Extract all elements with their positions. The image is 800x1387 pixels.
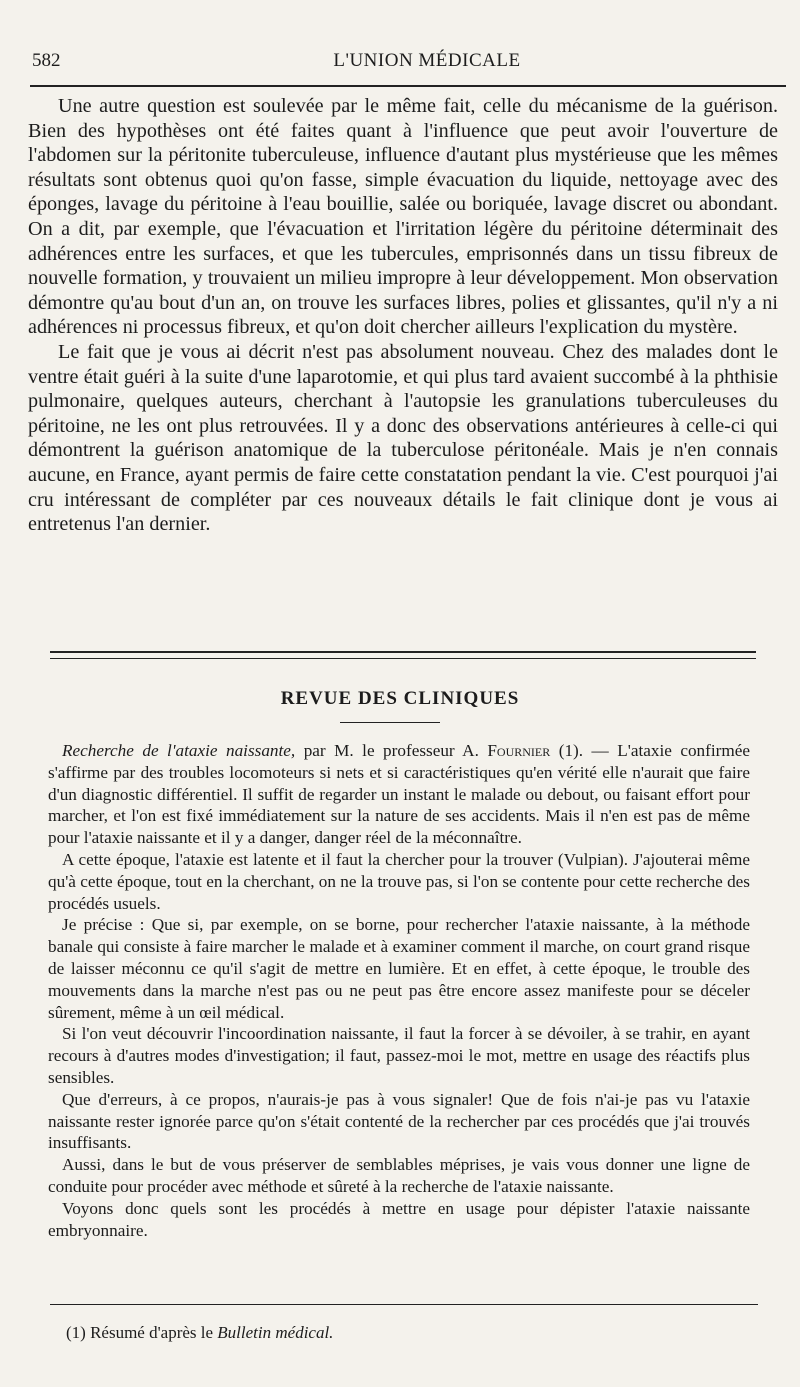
lead-text: (1). — L'ataxie confirmée s'affirme par des troubles locomoteurs si nets et si caractéristiques qu'en vérité elle n'aurait que faire d'un diagnostic différentiel. Il suffit de regarder un instant le malade ou debout, ou faisant effort pour marcher, et l'on est fixé immédiatement sur la nature de ses accidents. Mais il n'en est pas de même pour l'ataxie naissante et il y a danger, danger réel de la méconnaître. — [48, 741, 750, 848]
title-underline — [340, 722, 440, 723]
page-number: 582 — [32, 50, 61, 71]
paragraph-prior-observations: Le fait que je vous ai décrit n'est pas absolument nouveau. Chez des malades dont le ventre était guéri à la suite d'une laparotomie, et qui plus tard avaient succombé à la phthisie pulmonaire, quelques auteurs, cherchant à l'autopsie les granulations tuberculeuses du péritoine, ne les ont plus retrouvées. Il y a donc des observations antérieures à celle-ci qui démontrent la guérison anatomique de la tuberculose péritonéale. Mais je n'en connais aucune, en France, ayant permis de faire cette constatation pendant la vie. C'est pourquoi j'ai cru intéressant de compléter par ces nouveaux détails le fait clinique dont je vous ai entretenus l'an dernier. — [28, 340, 778, 536]
author-name: Fournier — [487, 741, 551, 760]
paragraph-procedures: Voyons donc quels sont les procédés à mettre en usage pour dépister l'ataxie naissante embryonnaire. — [48, 1198, 750, 1240]
header-rule — [30, 85, 786, 87]
footnote-rule — [50, 1304, 758, 1305]
section-title: REVUE DES CLINIQUES — [280, 688, 520, 709]
lead-paragraph — [48, 740, 750, 849]
paragraph-precision: Je précise : Que si, par exemple, on se borne, pour rechercher l'ataxie naissante, à la méthode banale qui consiste à faire marcher le malade et à examiner comment il marche, on court grand risque de laisser méconnu ce qu'il s'agit de mettre en lumière. Et en effet, à cette époque, le trouble des mouvements dans la marche n'est pas ou ne peut pas être encore assez manifeste pour se déceler sûrement, même à un œil médical. — [48, 915, 750, 1022]
journal-title: L'UNION MÉDICALE — [333, 50, 521, 71]
footnote-text: (1) Résumé d'après le — [66, 1323, 218, 1342]
paragraph-incoordination: Si l'on veut découvrir l'incoordination naissante, il faut la forcer à se dévoiler, à se trahir, en ayant recours à d'autres modes d'investigation; il faut, passez-moi le mot, mettre en usage des réactifs plus sensibles. — [48, 1024, 750, 1087]
byline-prefix: par M. le professeur A. — [295, 741, 488, 760]
paragraph-latent-ataxia: A cette époque, l'ataxie est latente et il faut la chercher pour la trouver (Vulpian). J'ajouterai même qu'à cette époque, tout en la cherchant, on ne la trouve pas, si l'on se contente pour cette recherche des procédés usuels. — [48, 849, 750, 913]
clinic-review-article — [48, 740, 750, 1241]
paragraph-method: Aussi, dans le but de vous préserver de semblables méprises, je vais vous donner une ligne de conduite pour procéder avec méthode et sûreté à la recherche de l'ataxie naissante. — [48, 1155, 750, 1196]
footnote-source: Bulletin médical. — [217, 1323, 334, 1342]
footnote — [66, 1322, 750, 1343]
section-divider — [50, 651, 756, 659]
article-title: Recherche de l'ataxie naissante, — [62, 741, 296, 760]
page-header — [32, 50, 782, 80]
paragraph-errors: Que d'erreurs, à ce propos, n'aurais-je pas à vous signaler! Que de fois n'ai-je pas vu l'ataxie naissante rester ignorée parce qu'on s'était contenté de la rechercher par ces procédés que j'ai trouvés insuffisants. — [48, 1089, 750, 1153]
paragraph-healing-mechanism: Une autre question est soulevée par le même fait, celle du mécanisme de la guérison. Bien des hypothèses ont été faites quant à l'influence que peut avoir l'ouverture de l'abdomen sur la péritonite tuberculeuse, influence d'autant plus mystérieuse que les mêmes résultats sont obtenus quoi qu'on fasse, simple évacuation du liquide, nettoyage avec des éponges, lavage du péritoine à l'eau bouillie, salée ou boriquée, lavage discret ou abondant. On a dit, par exemple, que l'évacuation et l'irritation légère du péritoine déterminait des adhérences entre les surfaces, et que les tubercules, emprisonnés dans un tissu fibreux de nouvelle formation, y trouvaient un milieu impropre à leur développement. Mon observation démontre qu'au bout d'un an, on trouve les surfaces libres, polies et glissantes, qu'il n'y a ni adhérences ni processus fibreux, et qu'on doit chercher ailleurs l'explication du mystère. — [28, 95, 778, 339]
article-continuation — [28, 94, 778, 537]
